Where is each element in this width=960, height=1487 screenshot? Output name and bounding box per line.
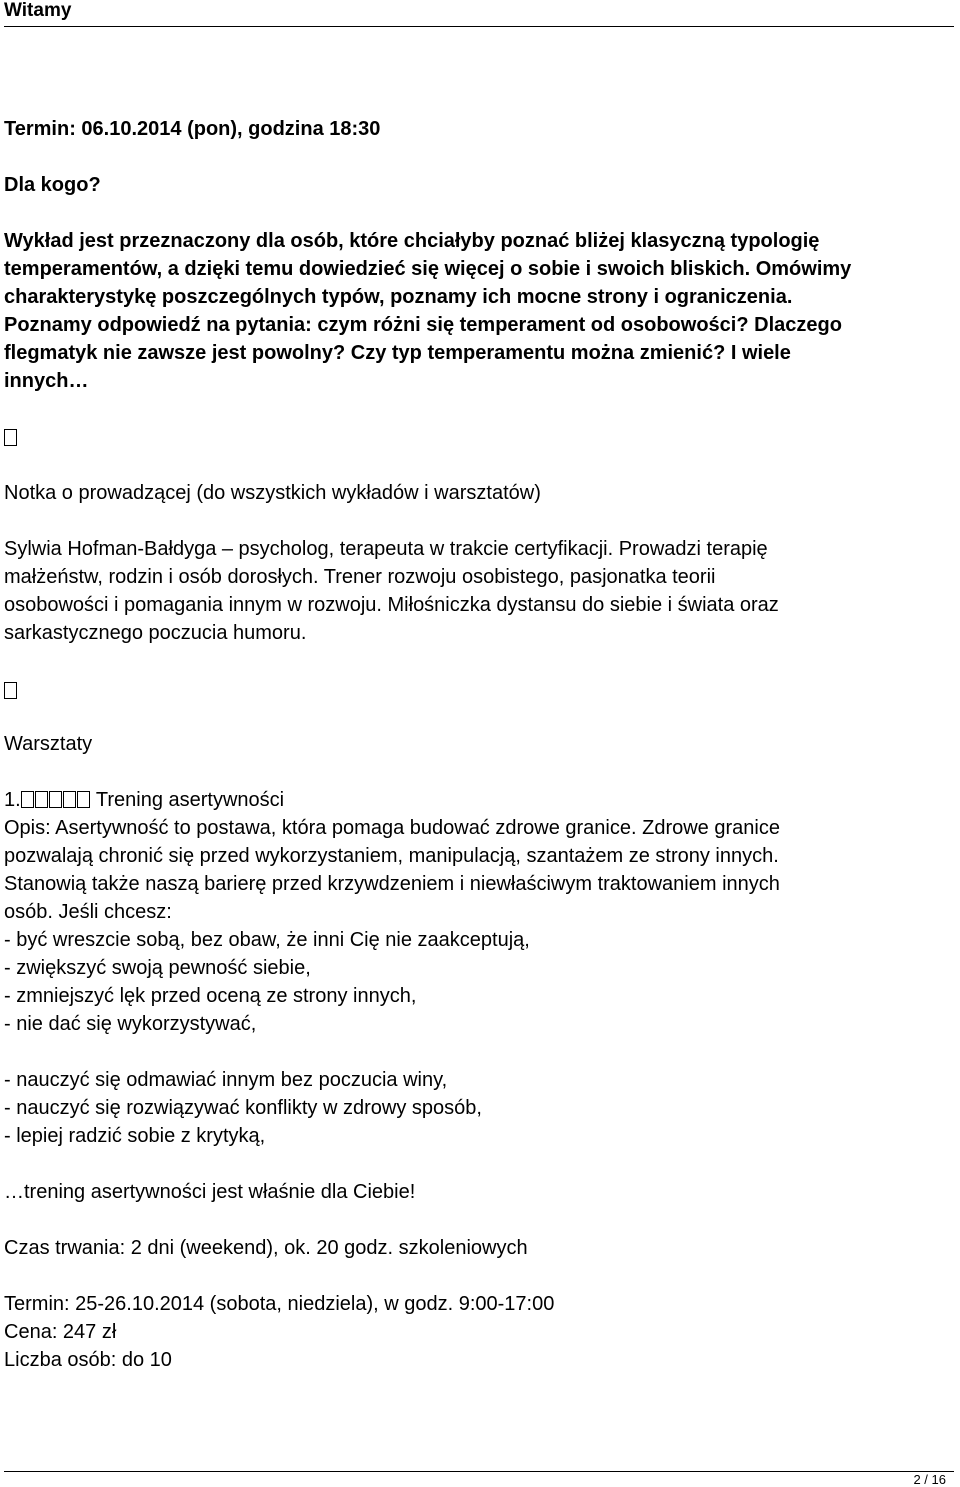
missing-glyph-icon (4, 677, 18, 705)
missing-glyph-icon (77, 791, 90, 808)
workshop-item-number: 1. (4, 789, 21, 811)
workshop-bullet: - nie dać się wykorzystywać, (4, 1013, 257, 1035)
note-bio-line: osobowości i pomagania innym w rozwoju. Miłośniczka dystansu do siebie i świata oraz (4, 594, 779, 616)
workshop-description-line: pozwalają chronić się przed wykorzystaniem, manipulacją, szantażem ze strony innych. (4, 845, 779, 867)
workshop-item-title: Trening asertywności (95, 789, 285, 811)
header-title: Witamy (4, 0, 72, 21)
missing-glyph-icon (49, 791, 62, 808)
missing-glyph-icon (4, 424, 18, 452)
missing-glyph-icon (4, 429, 17, 446)
note-bio-line: sarkastycznego poczucia humoru. (4, 622, 307, 644)
missing-glyph-icon (63, 791, 76, 808)
workshop-item-heading (4, 786, 284, 814)
page-header (0, 0, 960, 26)
lecture-description-line: flegmatyk nie zawsze jest powolny? Czy typ temperamentu można zmienić? I wiele (4, 342, 791, 364)
missing-glyph-icon (35, 791, 48, 808)
workshop-bullet: - zmniejszyć lęk przed oceną ze strony innych, (4, 985, 417, 1007)
lecture-description-line: charakterystykę poszczególnych typów, poznamy ich mocne strony i ograniczenia. (4, 286, 793, 308)
workshop-duration: Czas trwania: 2 dni (weekend), ok. 20 godz. szkoleniowych (4, 1237, 528, 1259)
workshop-price: Cena: 247 zł (4, 1321, 117, 1343)
note-bio-line: Sylwia Hofman-Bałdyga – psycholog, terapeuta w trakcie certyfikacji. Prowadzi terapię (4, 538, 768, 560)
note-bio-line: małżeństw, rodzin i osób dorosłych. Trener rozwoju osobistego, pasjonatka teorii (4, 566, 716, 588)
lecture-termin: Termin: 06.10.2014 (pon), godzina 18:30 (4, 118, 381, 140)
workshop-bullet: - nauczyć się rozwiązywać konflikty w zdrowy sposób, (4, 1097, 482, 1119)
note-title: Notka o prowadzącej (do wszystkich wykładów i warsztatów) (4, 482, 541, 504)
lecture-description-line: Poznamy odpowiedź na pytania: czym różni się temperament od osobowości? Dlaczego (4, 314, 842, 336)
lecture-for-whom: Dla kogo? (4, 174, 101, 196)
workshop-description-line: Stanowią także naszą barierę przed krzywdzeniem i niewłaściwym traktowaniem innych (4, 873, 780, 895)
workshop-participants: Liczba osób: do 10 (4, 1349, 172, 1371)
workshop-description-line: Opis: Asertywność to postawa, która pomaga budować zdrowe granice. Zdrowe granice (4, 817, 780, 839)
workshop-bullet: - zwiększyć swoją pewność siebie, (4, 957, 311, 979)
workshop-bullet: - nauczyć się odmawiać innym bez poczucia winy, (4, 1069, 448, 1091)
page-number: 2 / 16 (913, 1472, 946, 1487)
workshop-description-line: osób. Jeśli chcesz: (4, 901, 172, 923)
missing-glyph-icon (21, 791, 34, 808)
workshop-closing: …trening asertywności jest właśnie dla Ciebie! (4, 1181, 416, 1203)
header-divider (4, 26, 954, 27)
footer-divider (4, 1471, 954, 1472)
workshop-bullet: - być wreszcie sobą, bez obaw, że inni Cię nie zaakceptują, (4, 929, 530, 951)
workshops-title: Warsztaty (4, 733, 93, 755)
missing-glyph-icon (4, 682, 17, 699)
lecture-description-line: temperamentów, a dzięki temu dowiedzieć się więcej o sobie i swoich bliskich. Omówimy (4, 258, 852, 280)
lecture-description-line: innych… (4, 370, 89, 392)
workshop-bullet: - lepiej radzić sobie z krytyką, (4, 1125, 266, 1147)
lecture-description-line: Wykład jest przeznaczony dla osób, które chciałyby poznać bliżej klasyczną typologię (4, 230, 820, 252)
workshop-termin: Termin: 25-26.10.2014 (sobota, niedziela), w godz. 9:00-17:00 (4, 1293, 555, 1315)
